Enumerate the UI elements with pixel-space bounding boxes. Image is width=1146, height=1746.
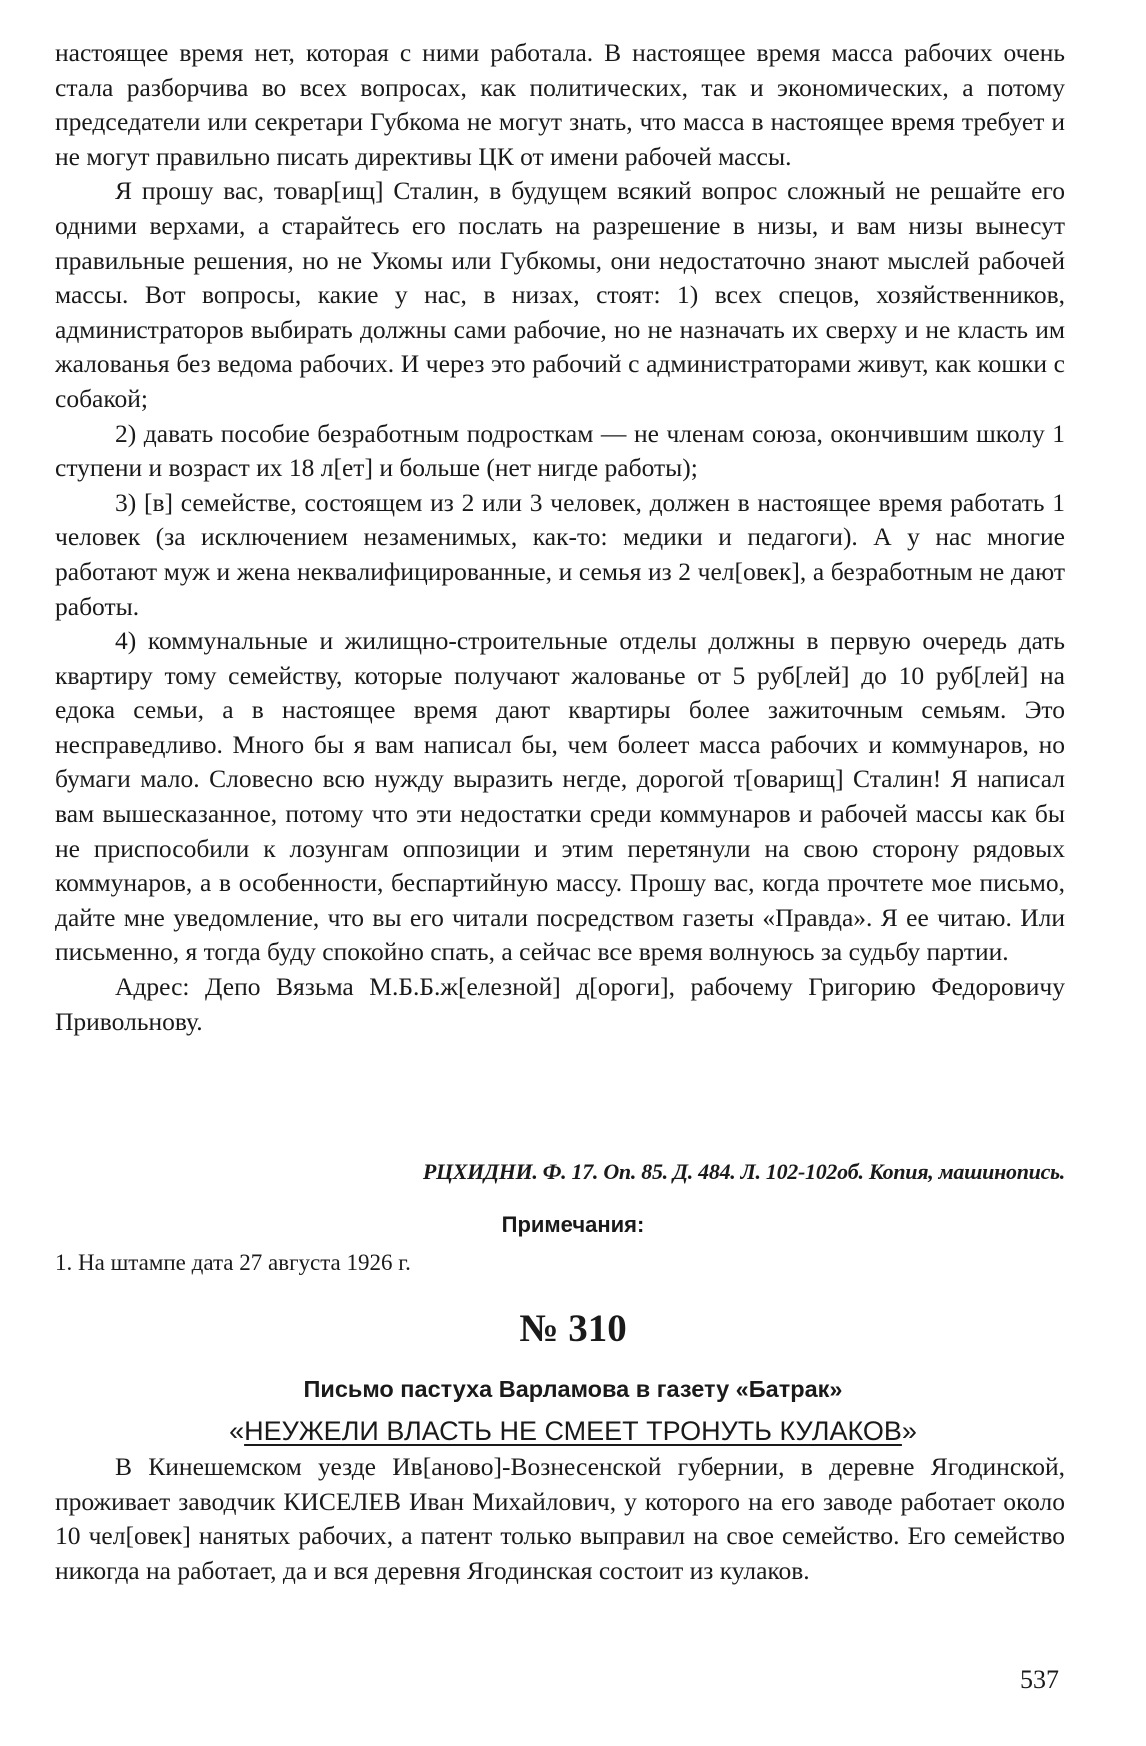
page-number: 537 xyxy=(1020,1665,1059,1694)
title-open-quote: « xyxy=(229,1416,245,1446)
title-text: НЕУЖЕЛИ ВЛАСТЬ НЕ СМЕЕТ ТРОНУТЬ КУЛАКОВ xyxy=(244,1416,902,1446)
document-subtitle: Письмо пастуха Варламова в газету «Батрак» xyxy=(303,1376,843,1402)
title-close-quote: » xyxy=(901,1416,917,1446)
paragraph-item-4: 4) коммунальные и жилищно-строительные отделы должны в первую очередь дать квартиру тому семейству, которые получают жалованье от 5 руб[лей] до 10 руб[лей] на едока семьи, а в настоящее время дают квартиры более зажиточным семьям. Это несправедливо. Много бы я вам написал бы, чем болеет масса рабочих и коммунаров, но бумаги мало. Словесно всю нужду выразить негде, дорогой т[оварищ] Сталин! Я написал вам вышесказанное, потому что эти недостатки среди коммунаров и рабочей массы как бы не приспособили к лозунгам оппозиции и этим перетянули на свою сторону рядовых коммунаров, а в особенности, беспартийную массу. Прошу вас, когда прочтете мое письмо, дайте мне уведомление, что вы его читали посредством газеты «Правда». Я ее читаю. Или письменно, я тогда буду спокойно спать, а сейчас все время волнуюсь за судьбу партии. xyxy=(55,626,1065,967)
letter-body xyxy=(55,36,1065,1039)
paragraph-item-2: 2) давать пособие безработным подросткам — не членам союза, окончившим школу 1 ступени и возраст их 18 л[ет] и больше (нет нигде работы); xyxy=(55,418,1065,483)
letter-310-body xyxy=(55,1450,1065,1588)
document-number: № 310 xyxy=(519,1307,627,1350)
archive-source: РЦХИДНИ. Ф. 17. Оп. 85. Д. 484. Л. 102-102об. Копия, машинопись. xyxy=(422,1159,1065,1184)
note-item: 1. На штампе дата 27 августа 1926 г. xyxy=(55,1250,411,1275)
document-title xyxy=(0,1416,1146,1447)
paragraph-kiselev: В Кинешемском уезде Ив[аново]-Вознесенской губернии, в деревне Ягодинской, проживает заводчик КИСЕЛЕВ Иван Михайлович, у которого на его заводе работает около 10 чел[овек] нанятых рабочих, а патент только выправил на свое семейство. Его семейство никогда на работает, да и вся деревня Ягодинская состоит из кулаков. xyxy=(55,1452,1065,1585)
paragraph-continuation: настоящее время нет, которая с ними работала. В настоящее время масса рабочих очень стала разборчива во всех вопросах, как политических, так и экономических, а потому председатели или секретари Губкома не могут знать, что масса в настоящее время требует и не могут правильно писать директивы ЦК от имени рабочей массы. xyxy=(55,38,1065,171)
notes-heading: Примечания: xyxy=(501,1212,645,1237)
paragraph-request: Я прошу вас, товар[ищ] Сталин, в будущем всякий вопрос сложный не решайте его одними верхами, а старайтесь его послать на разрешение в низы, и вам низы вынесут правильные решения, но не Укомы или Губкомы, они недостаточно знают мыслей рабочей массы. Вот вопросы, какие у нас, в низах, стоят: 1) всех спецов, хозяйственников, администраторов выбирать должны сами рабочие, но не назначать их сверху и не класть им жалованья без ведома рабочих. И через это рабочий с администраторами живут, как кошки с собакой; xyxy=(55,176,1065,413)
paragraph-address: Адрес: Депо Вязьма М.Б.Б.ж[елезной] д[ороги], рабочему Григорию Федоровичу Привольнову. xyxy=(55,972,1065,1036)
paragraph-item-3: 3) [в] семействе, состоящем из 2 или 3 человек, должен в настоящее время работать 1 человек (за исключением незаменимых, как-то: медики и педагоги). А у нас многие работают муж и жена неквалифицированные, и семья из 2 чел[овек], а безработным не дают работы. xyxy=(55,487,1065,621)
